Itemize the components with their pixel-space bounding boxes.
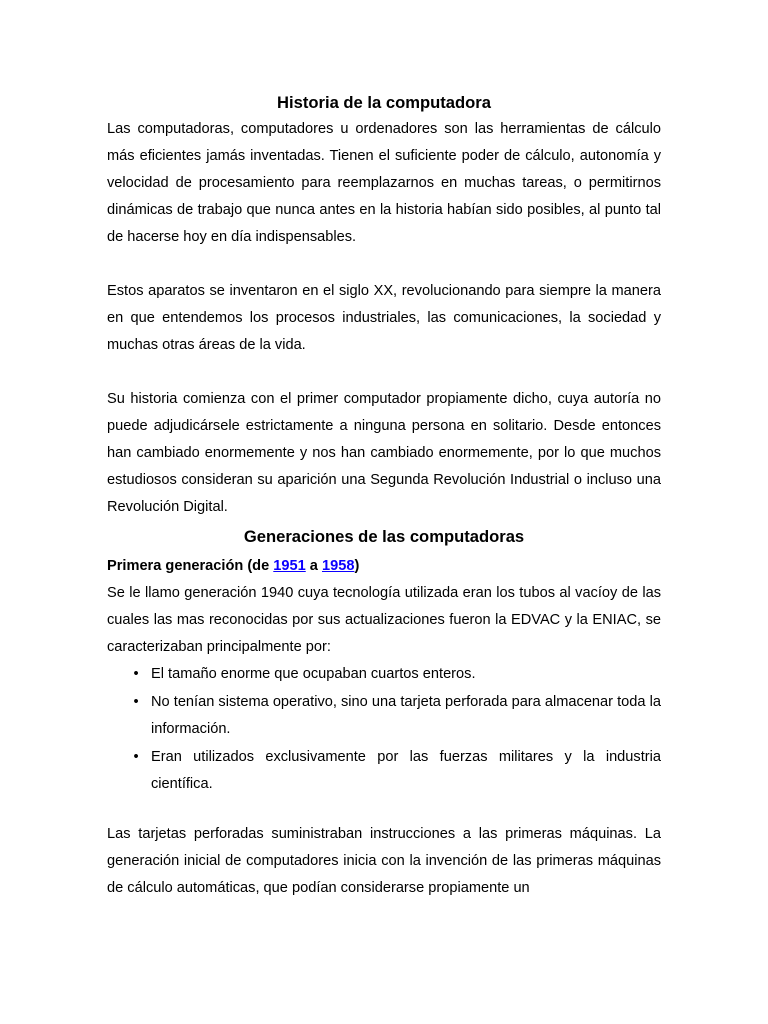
subsection-middle: a	[305, 558, 322, 574]
intro-paragraph-3: Su historia comienza con el primer computador propiamente dicho, cuya autoría no puede adjudicársele estrictamente a ninguna persona en solitario. Desde entonces han cambiado enormemente y nos han cambiado enormemente, por lo que muchos estudiosos consideran su aparición una Segunda Revolución Industrial o incluso una Revolución Digital.	[107, 391, 661, 515]
subsection-heading	[107, 553, 661, 580]
bullet-icon: •	[133, 666, 139, 682]
bullet-icon: •	[133, 694, 139, 710]
document-title: Historia de la computadora	[277, 93, 491, 112]
paragraph-spacer	[107, 251, 661, 278]
list-item-text: El tamaño enorme que ocupaban cuartos enteros.	[151, 666, 476, 682]
list-item-text: No tenían sistema operativo, sino una tarjeta perforada para almacenar toda la información.	[151, 694, 661, 737]
list-item	[107, 661, 661, 688]
section-title: Generaciones de las computadoras	[243, 527, 525, 546]
year-start-link[interactable]: 1951	[273, 558, 306, 574]
subsection-suffix: )	[354, 558, 360, 574]
intro-paragraph-1: Las computadoras, computadores u ordenadores son las herramientas de cálculo más eficientes jamás inventadas. Tienen el suficiente poder de cálculo, autonomía y velocidad de procesamiento para reemplazarnos en muchas tareas, o permitirnos dinámicas de trabajo que nunca antes en la historia habían sido posibles, al punto tal de hacerse hoy en día indispensables.	[107, 121, 661, 245]
bullet-icon: •	[133, 749, 139, 765]
document-page	[107, 89, 661, 902]
closing-paragraph: Las tarjetas perforadas suministraban instrucciones a las primeras máquinas. La generación inicial de computadores inicia con la invención de las primeras máquinas de cálculo automáticas, que podían considerarse propiamente un	[107, 826, 661, 896]
list-item	[107, 689, 661, 743]
paragraph-spacer	[107, 799, 661, 821]
list-item-text: Eran utilizados exclusivamente por las fuerzas militares y la industria científica.	[151, 749, 661, 792]
intro-paragraph-2: Estos aparatos se inventaron en el siglo XX, revolucionando para siempre la manera en que entendemos los procesos industriales, las comunicaciones, la sociedad y muchas otras áreas de la vida.	[107, 283, 661, 353]
list-item	[107, 744, 661, 798]
paragraph-spacer	[107, 359, 661, 386]
characteristics-list	[107, 661, 661, 798]
subsection-prefix: Primera generación (de	[107, 558, 274, 574]
year-end-link[interactable]: 1958	[321, 558, 355, 574]
first-generation-paragraph: Se le llamo generación 1940 cuya tecnología utilizada eran los tubos al vacíoy de las cuales las mas reconocidas por sus actualizaciones fueron la EDVAC y la ENIAC, se caracterizaban principalmente por:	[107, 585, 661, 655]
